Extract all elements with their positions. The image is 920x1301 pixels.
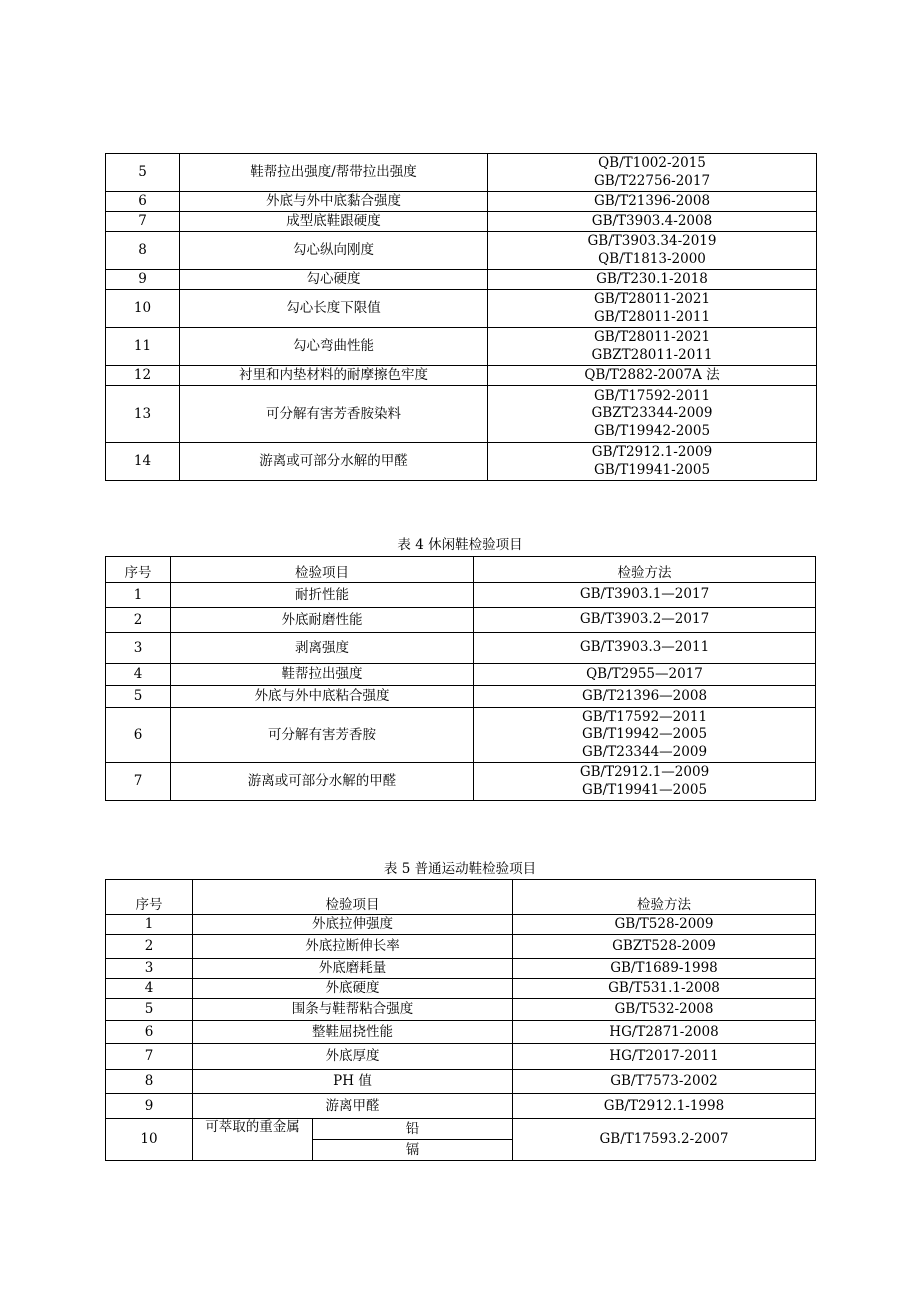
table-row xyxy=(106,290,817,328)
method-cell xyxy=(488,443,817,481)
table-row xyxy=(106,154,817,192)
method-line: GB/T230.1-2018 xyxy=(596,270,708,287)
row-number: 14 xyxy=(106,443,180,481)
row-number: 3 xyxy=(106,633,171,664)
table4-caption: 表 4 休闲鞋检验项目 xyxy=(397,537,523,553)
table-row xyxy=(106,664,816,686)
row-number: 2 xyxy=(106,608,171,633)
method-line: GB/T28011-2011 xyxy=(593,308,711,325)
method-line: GB/T21396—2008 xyxy=(581,687,708,704)
method-line: GB/T2912.1-2009 xyxy=(591,444,713,460)
sub-item-lead: 铅 xyxy=(313,1119,513,1140)
row-item: 外底与外中底粘合强度 xyxy=(171,686,474,708)
row-number: 9 xyxy=(106,1094,193,1119)
row-item: 衬里和内垫材料的耐摩擦色牢度 xyxy=(180,366,488,386)
method-cell xyxy=(488,270,817,290)
row-item: 鞋帮拉出强度 xyxy=(171,664,474,686)
row-item: 勾心纵向刚度 xyxy=(180,232,488,270)
row-method: GB/T2912.1-1998 xyxy=(513,1094,816,1119)
row-number: 4 xyxy=(106,664,171,686)
header-item: 检验项目 xyxy=(171,557,474,583)
table-row xyxy=(106,1119,816,1140)
table-row xyxy=(106,979,816,999)
row-number: 7 xyxy=(106,212,180,232)
table-row xyxy=(106,212,817,232)
sub-item-cadmium: 镉 xyxy=(313,1140,513,1161)
table1-body xyxy=(106,154,817,481)
method-line: GB/T21396-2008 xyxy=(593,192,711,209)
row-item: PH 值 xyxy=(193,1070,513,1094)
row-number: 11 xyxy=(106,328,180,366)
row-item: 外底拉断伸长率 xyxy=(193,935,513,959)
header-no: 序号 xyxy=(106,557,171,583)
method-cell xyxy=(488,290,817,328)
method-line: GB/T17592-2011 xyxy=(593,387,711,404)
method-line: GB/T19941-2005 xyxy=(593,461,711,478)
method-line: QB/T1813-2000 xyxy=(598,250,706,267)
table-row xyxy=(106,1094,816,1119)
row-item: 游离或可部分水解的甲醛 xyxy=(171,763,474,801)
table-row xyxy=(106,1044,816,1070)
row-number: 12 xyxy=(106,366,180,386)
table-header-row xyxy=(106,880,816,915)
header-method: 检验方法 xyxy=(513,880,816,915)
table-row xyxy=(106,1070,816,1094)
table-row xyxy=(106,915,816,935)
row-item: 游离或可部分水解的甲醛 xyxy=(180,443,488,481)
row-method: GB/T532-2008 xyxy=(513,999,816,1021)
method-cell xyxy=(474,664,816,686)
row-number: 1 xyxy=(106,583,171,608)
table5-caption: 表 5 普通运动鞋检验项目 xyxy=(383,861,537,877)
row-item: 勾心硬度 xyxy=(180,270,488,290)
method-line: GB/T2912.1—2009 xyxy=(579,764,710,780)
method-line: GB/T22756-2017 xyxy=(593,172,711,189)
method-cell xyxy=(474,583,816,608)
row-item: 剥离强度 xyxy=(171,633,474,664)
row-number: 10 xyxy=(106,290,180,328)
row-item: 游离甲醛 xyxy=(193,1094,513,1119)
method-cell xyxy=(474,633,816,664)
table-row xyxy=(106,443,817,481)
row-method: GB/T7573-2002 xyxy=(513,1070,816,1094)
table-row xyxy=(106,328,817,366)
method-line: GB/T28011-2021 xyxy=(593,329,711,345)
table-row xyxy=(106,708,816,763)
method-cell xyxy=(488,366,817,386)
row-number: 7 xyxy=(106,763,171,801)
row-item: 整鞋屈挠性能 xyxy=(193,1021,513,1044)
table-row xyxy=(106,959,816,979)
row-method: HG/T2017-2011 xyxy=(513,1044,816,1070)
row-number: 3 xyxy=(106,959,193,979)
row-item: 外底厚度 xyxy=(193,1044,513,1070)
row-item: 鞋帮拉出强度/帮带拉出强度 xyxy=(180,154,488,192)
method-line: QB/T2882-2007A 法 xyxy=(584,366,720,383)
method-cell xyxy=(488,232,817,270)
row-item: 耐折性能 xyxy=(171,583,474,608)
row-item: 勾心弯曲性能 xyxy=(180,328,488,366)
row-number: 1 xyxy=(106,915,193,935)
table-row xyxy=(106,270,817,290)
method-cell xyxy=(474,608,816,633)
row-item: 外底与外中底黏合强度 xyxy=(180,192,488,212)
header-method: 检验方法 xyxy=(474,557,816,583)
table-row xyxy=(106,192,817,212)
table-row xyxy=(106,935,816,959)
method-line: GB/T3903.1—2017 xyxy=(579,586,710,603)
row-method: GB/T1689-1998 xyxy=(513,959,816,979)
method-cell xyxy=(474,708,816,763)
row-item: 外底硬度 xyxy=(193,979,513,999)
row-item: 外底耐磨性能 xyxy=(171,608,474,633)
row-number: 6 xyxy=(106,708,171,763)
header-item: 检验项目 xyxy=(193,880,513,915)
row-number: 10 xyxy=(106,1119,193,1161)
method-line: GB/T3903.2—2017 xyxy=(579,611,710,628)
table-row xyxy=(106,1021,816,1044)
table2-body xyxy=(106,583,816,801)
row-method: GBZT528-2009 xyxy=(513,935,816,959)
row-method: GB/T528-2009 xyxy=(513,915,816,935)
method-line: GB/T3903.4-2008 xyxy=(591,212,713,229)
method-line: GB/T3903.34-2019 xyxy=(587,233,717,249)
row-number: 5 xyxy=(106,154,180,192)
row-number: 7 xyxy=(106,1044,193,1070)
row-item: 外底磨耗量 xyxy=(193,959,513,979)
table-row xyxy=(106,583,816,608)
method-cell xyxy=(488,192,817,212)
method-line: GBZT23344-2009 xyxy=(591,405,713,422)
row-item: 勾心长度下限值 xyxy=(180,290,488,328)
row-number: 8 xyxy=(106,1070,193,1094)
method-cell xyxy=(488,154,817,192)
row-number: 13 xyxy=(106,386,180,443)
method-line: GBZT28011-2011 xyxy=(591,346,713,363)
row-item: 围条与鞋帮粘合强度 xyxy=(193,999,513,1021)
table-row xyxy=(106,999,816,1021)
table-row xyxy=(106,608,816,633)
row-number: 5 xyxy=(106,999,193,1021)
table-row xyxy=(106,686,816,708)
method-line: GB/T17592—2011 xyxy=(581,708,708,725)
method-line: QB/T1002-2015 xyxy=(598,155,706,171)
row-number: 8 xyxy=(106,232,180,270)
row-number: 9 xyxy=(106,270,180,290)
method-cell xyxy=(488,328,817,366)
table-row xyxy=(106,232,817,270)
method-line: GB/T19942—2005 xyxy=(581,726,708,743)
table3-body xyxy=(106,915,816,1161)
row-number: 5 xyxy=(106,686,171,708)
row-item: 外底拉伸强度 xyxy=(193,915,513,935)
method-cell xyxy=(474,686,816,708)
method-cell xyxy=(488,212,817,232)
table-row xyxy=(106,386,817,443)
row-number: 2 xyxy=(106,935,193,959)
row-item: 可萃取的重金属 xyxy=(193,1119,313,1161)
row-number: 6 xyxy=(106,1021,193,1044)
method-line: GB/T19942-2005 xyxy=(593,422,711,439)
sports-shoe-test-table xyxy=(105,879,816,1161)
row-method: GB/T531.1-2008 xyxy=(513,979,816,999)
row-method: HG/T2871-2008 xyxy=(513,1021,816,1044)
method-line: GB/T23344—2009 xyxy=(581,743,708,760)
method-line: QB/T2955—2017 xyxy=(586,665,703,682)
table-row xyxy=(106,633,816,664)
table-row xyxy=(106,763,816,801)
method-cell xyxy=(488,386,817,443)
method-cell xyxy=(474,763,816,801)
method-line: GB/T19941—2005 xyxy=(581,781,708,798)
method-line: GB/T28011-2021 xyxy=(593,291,711,307)
row-number: 4 xyxy=(106,979,193,999)
row-item: 可分解有害芳香胺染料 xyxy=(180,386,488,443)
row-method: GB/T17593.2-2007 xyxy=(513,1119,816,1161)
casual-shoe-test-table xyxy=(105,556,816,801)
table-header-row xyxy=(106,557,816,583)
header-no: 序号 xyxy=(106,880,193,915)
method-line: GB/T3903.3—2011 xyxy=(579,639,710,656)
row-number: 6 xyxy=(106,192,180,212)
table-row xyxy=(106,366,817,386)
row-item: 可分解有害芳香胺 xyxy=(171,708,474,763)
row-item: 成型底鞋跟硬度 xyxy=(180,212,488,232)
standards-table-continued xyxy=(105,153,817,481)
